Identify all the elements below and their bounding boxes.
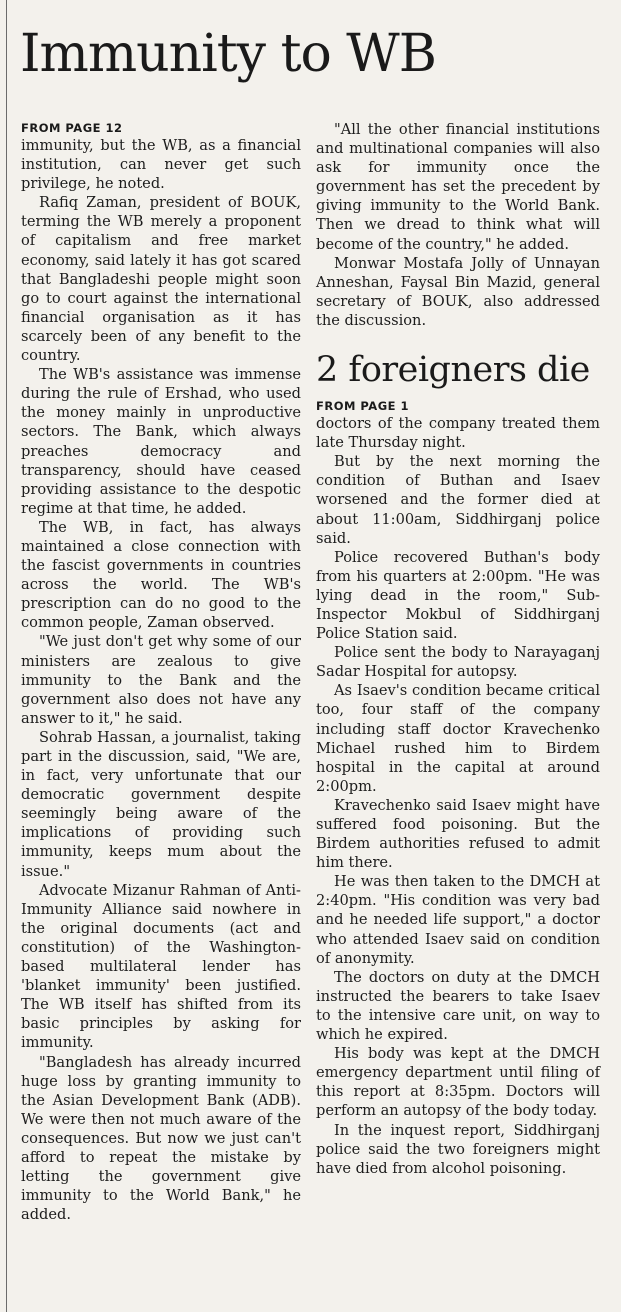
article-1-paragraph: immunity, but the WB, as a financial institution, can never get such privilege, he noted. <box>21 137 301 193</box>
article-2-paragraph: The doctors on duty at the DMCH instructed the bearers to take Isaev to the intensive care unit, on way to which he expired. <box>316 968 600 1044</box>
article-2-paragraph: He was then taken to the DMCH at 2:40pm. "His condition was very bad and he needed life support," a doctor who attended Isaev said on condition of anonymity. <box>316 873 600 967</box>
headline-immunity-to-wb: Immunity to WB <box>20 24 436 84</box>
article-2-paragraph: His body was kept at the DMCH emergency department until filing of this report at 8:35pm. Doctors will perform an autopsy of the body today. <box>316 1045 600 1120</box>
article-2-paragraph: Kravechenko said Isaev might have suffered food poisoning. But the Birdem authorities refused to admit him there. <box>316 796 600 872</box>
article-1-paragraph: Monwar Mostafa Jolly of Unnayan Anneshan, Faysal Bin Mazid, general secretary of BOUK, also addressed the discussion. <box>316 254 600 329</box>
article-2-paragraph: Police recovered Buthan's body from his quarters at 2:00pm. "He was lying dead in the room," Sub-Inspector Mokbul of Siddhirganj Police Station said. <box>316 548 600 643</box>
article-1-paragraph: Sohrab Hassan, a journalist, taking part in the discussion, said, "We are, in fact, very unfortunate that our democratic government despite seemingly being aware of the implications of providing such immunity, keeps mum about the issue." <box>21 728 301 880</box>
article-2-paragraph: In the inquest report, Siddhirganj police said the two foreigners might have died from alcohol poisoning. <box>316 1121 600 1177</box>
article-1-paragraph: The WB, in fact, has always maintained a close connection with the fascist governments in countries across the world. The WB's prescription can do no good to the common people, Zaman observed. <box>21 518 301 632</box>
article-1-paragraph: Advocate Mizanur Rahman of Anti-Immunity Alliance said nowhere in the original documents (act and constitution) of the Washington-based multilateral lender has 'blanket immunity' been justified. The WB itself has shifted from its basic principles by asking for immunity. <box>21 881 301 1052</box>
article-2-paragraph: But by the next morning the condition of Buthan and Isaev worsened and the former died at about 11:00am, Siddhirganj police said. <box>316 453 600 547</box>
article-2-paragraph: doctors of the company treated them late Thursday night. <box>316 415 600 452</box>
article-1-paragraph: Rafiq Zaman, president of BOUK, terming the WB merely a proponent of capitalism and free market economy, said lately it has got scared that Bangladeshi people might soon go to court against the international financial organisation as it has scarcely been of any benefit to the country. <box>21 194 301 365</box>
article-column-2 <box>316 120 600 1178</box>
newspaper-page <box>14 0 614 1312</box>
article-1-paragraph: The WB's assistance was immense during the rule of Ershad, who used the money mainly in unproductive sectors. The Bank, which always preaches democracy and transparency, should have ceased providing assistance to the despotic regime at that time, he added. <box>21 366 301 517</box>
article-2-paragraph: As Isaev's condition became critical too, four staff of the company including staff doctor Kravechenko Michael rushed him to Birdem hospital in the capital at around 2:00pm. <box>316 682 600 795</box>
article-1-paragraph: "Bangladesh has already incurred huge loss by granting immunity to the Asian Development Bank (ADB). We were then not much aware of the consequences. But now we just can't afford to repeat the mistake by letting the government give immunity to the World Bank," he added. <box>21 1053 301 1224</box>
article-2-kicker: FROM PAGE 1 <box>316 399 410 414</box>
article-1-column-1 <box>21 120 301 1224</box>
headline-2-foreigners-die: 2 foreigners die <box>316 350 590 391</box>
article-1-paragraph: "We just don't get why some of our ministers are zealous to give immunity to the Bank and the government also does not have any answer to it," he said. <box>21 633 301 727</box>
article-2-paragraph: Police sent the body to Narayaganj Sadar Hospital for autopsy. <box>316 644 600 681</box>
column-rule <box>6 0 7 1312</box>
article-1-kicker: FROM PAGE 12 <box>21 121 123 135</box>
article-1-paragraph: "All the other financial institutions and multinational companies will also ask for immunity once the government has set the precedent by giving immunity to the World Bank. Then we dread to think what will become of the country," he added. <box>316 121 600 253</box>
